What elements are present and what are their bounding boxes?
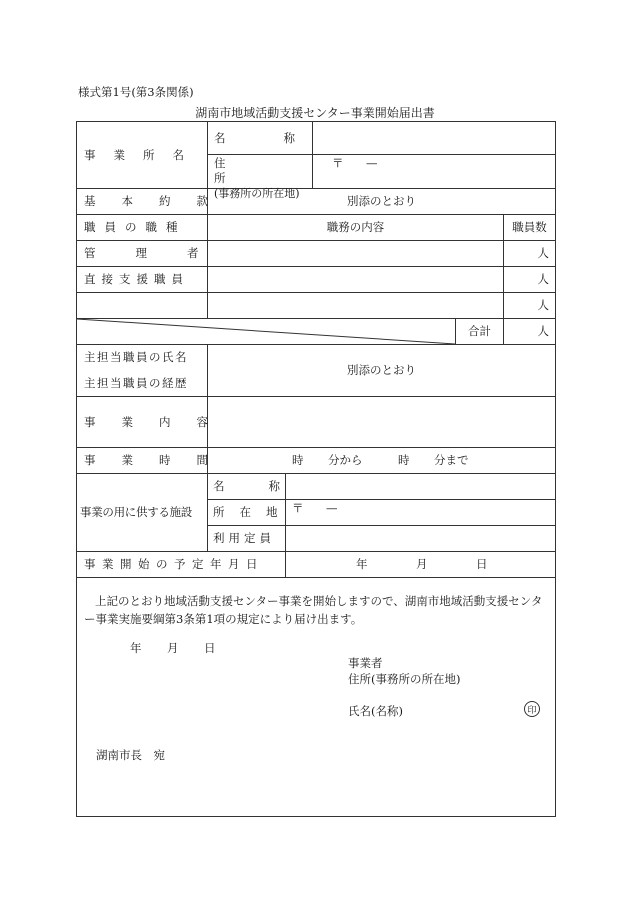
office-name-label: 事業所名 [84,147,202,162]
total-count-unit: 人 [537,324,549,338]
addressee: 湖南市長 宛 [96,748,165,762]
manager-count-unit: 人 [537,246,549,260]
start-date-label: 事業開始の予定年月日 [84,557,264,571]
duties-header: 職務の内容 [326,220,385,234]
postal-dash: — [366,156,378,170]
office-address-note: (事務所の所在地) [214,187,300,200]
diagonal-slash [77,319,455,344]
facility-name-label: 名称 [213,479,324,493]
other-staff-count-unit: 人 [537,298,549,312]
date-line-day: 日 [204,641,216,655]
office-sub-name-label: 名称 [214,130,353,145]
facility-postal-mark: 〒 [292,501,304,515]
hours-hour-end: 時 [398,453,410,467]
start-date-day: 日 [476,557,488,571]
facility-postal-dash: — [326,501,338,515]
hours-from: 分から [328,453,363,467]
bylaws-label: 基本約款 [84,194,234,208]
bylaws-value: 別添のとおり [347,194,416,208]
applicant-name-label: 氏名(名称) [348,704,403,718]
document-title: 湖南市地域活動支援センター事業開始届出書 [195,106,435,120]
staff-type-label: 職員の職種 [84,220,187,234]
manager-label: 管理者 [84,246,239,260]
business-content-label: 事業内容 [84,414,234,429]
applicant-label: 事業者 [348,656,383,670]
date-line-year: 年 [130,641,142,655]
business-hours-label: 事業時間 [84,453,234,467]
hours-hour: 時 [292,453,304,467]
office-sub-address-label: 住所 (事務所の所在地) [214,156,310,201]
form-number-label: 様式第1号(第3条関係) [78,85,194,99]
facility-capacity-label: 利用定員 [213,531,275,545]
applicant-address-label: 住所(事務所の所在地) [348,672,461,686]
direct-support-label: 直接支援職員 [84,272,189,286]
seal-icon: 印 [524,701,540,717]
direct-support-count-unit: 人 [537,272,549,286]
declaration-text: 上記のとおり地域活動支援センター事業を開始しますので、湖南市地域活動支援センター事業実施要綱第3条第1項の規定により届け出ます。 [84,594,543,626]
date-line-month: 月 [167,641,179,655]
total-label: 合計 [468,324,491,338]
chief-history-label: 主担当職員の経歴 [84,376,188,390]
chief-value: 別添のとおり [347,363,416,377]
postal-mark: 〒 [332,156,344,170]
staff-count-header: 職員数 [512,220,547,234]
start-date-month: 月 [416,557,428,571]
chief-name-label: 主担当職員の氏名 [84,350,188,364]
start-date-year: 年 [356,557,368,571]
hours-to: 分まで [434,453,469,467]
facility-location-label: 所在地 [213,505,293,519]
facility-label: 事業の用に供する施設 [80,505,192,519]
